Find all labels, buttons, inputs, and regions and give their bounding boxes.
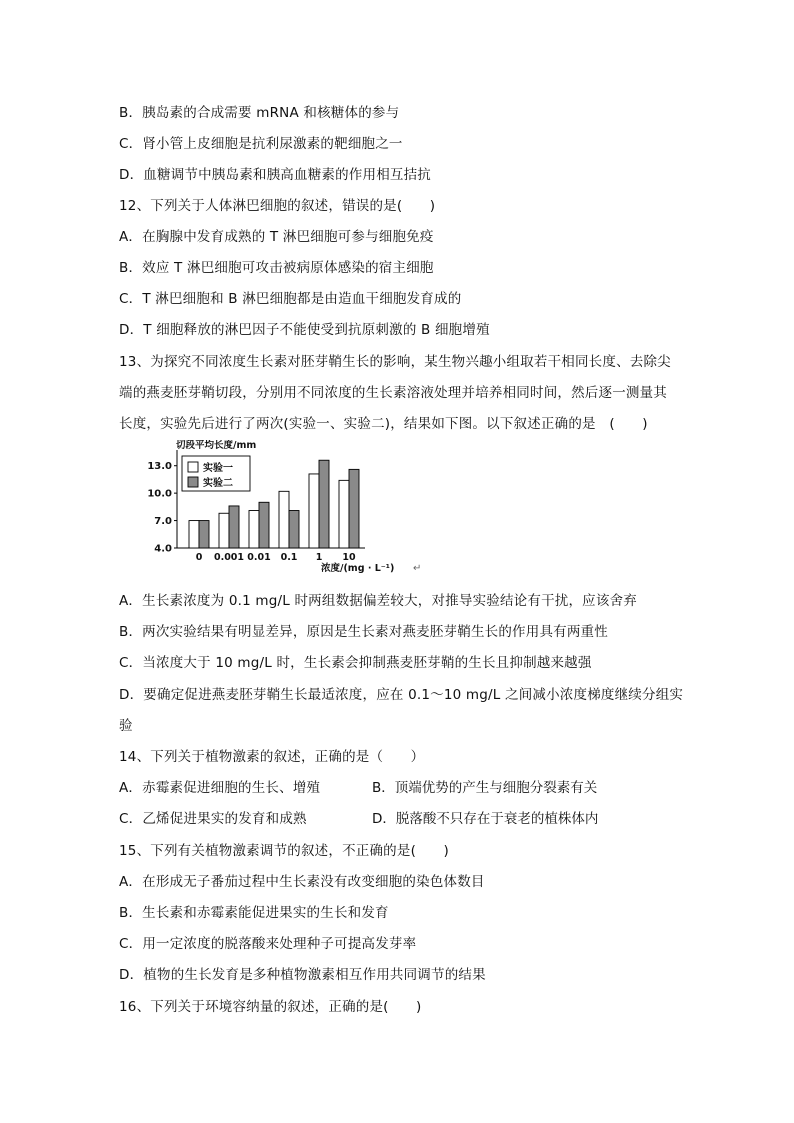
option-a-q13: A．生长素浓度为 0.1 mg/L 时两组数据偏差较大，对推导实验结论有干扰，应该舍弃 [119,593,637,609]
bar-exp1 [339,480,349,548]
option-d-q13-cont: 验 [119,718,133,734]
x-tick-label: 1 [315,552,323,563]
option-a-q14: A．赤霉素促进细胞的生长、增殖 [119,780,321,796]
option-d-q11: D．血糖调节中胰岛素和胰高血糖素的作用相互拮抗 [119,167,431,183]
bar-exp2 [289,511,299,548]
question-16: 16、下列关于环境容纳量的叙述，正确的是( ) [119,999,422,1015]
question-14: 14、下列关于植物激素的叙述，正确的是（ ） [119,749,425,765]
question-15: 15、下列有关植物激素调节的叙述，不正确的是( ) [119,843,449,859]
legend [182,456,250,491]
y-tick-label: 7.0 [154,516,172,528]
option-a-q15: A．在形成无子番茄过程中生长素没有改变细胞的染色体数目 [119,874,485,890]
option-c-q12: C．T 淋巴细胞和 B 淋巴细胞都是由造血干细胞发育成的 [119,291,462,307]
x-tick-label: 0.1 [280,552,298,563]
option-b-q11: B．胰岛素的合成需要 mRNA 和核糖体的参与 [119,105,400,121]
bar-exp2 [349,469,359,548]
option-d-q12: D．T 细胞释放的淋巴因子不能使受到抗原刺激的 B 细胞增殖 [119,322,490,338]
bar-exp1 [279,491,289,548]
bar-chart [140,440,430,575]
bar-exp1 [309,474,319,548]
legend-label: 实验一 [203,463,233,474]
bar-exp1 [189,521,199,548]
bar-exp2 [199,521,209,548]
question-13-line3: 长度，实验先后进行了两次(实验一、实验二)，结果如下图。以下叙述正确的是 ( ) [119,416,648,432]
y-tick-label: 10.0 [147,488,172,500]
option-a-q12: A．在胸腺中发育成熟的 T 淋巴细胞可参与细胞免疫 [119,229,434,245]
x-axis-label: 浓度/(mg · L⁻¹) [321,563,395,574]
y-tick-label: 13.0 [147,461,172,473]
bar-exp1 [219,513,229,548]
y-axis-label: 切段平均长度/mm [176,440,257,451]
option-b-q15: B．生长素和赤霉素能促进果实的生长和发育 [119,905,389,921]
option-c-q11: C．肾小管上皮细胞是抗利尿激素的靶细胞之一 [119,136,403,152]
legend-label: 实验二 [203,478,233,489]
option-c-q14: C．乙烯促进果实的发育和成熟 [119,811,307,827]
question-12: 12、下列关于人体淋巴细胞的叙述，错误的是( ) [119,198,436,214]
x-tick-label: 10 [342,552,356,563]
option-b-q13: B．两次实验结果有明显差异，原因是生长素对燕麦胚芽鞘生长的作用具有两重性 [119,624,608,640]
y-tick-label: 4.0 [154,543,172,555]
bar-exp2 [229,506,239,548]
return-mark: ↵ [413,563,422,574]
option-b-q14: B．顶端优势的产生与细胞分裂素有关 [372,780,598,796]
x-tick-label: 0 [195,552,203,563]
bar-exp2 [259,502,269,548]
legend-swatch [188,477,198,487]
bar-exp1 [249,511,259,548]
bar-exp2 [319,460,329,548]
x-tick-label: 0.001 [213,552,245,563]
option-d-q14: D．脱落酸不只存在于衰老的植株体内 [372,811,599,827]
question-13-line1: 13、为探究不同浓度生长素对胚芽鞘生长的影响，某生物兴趣小组取若干相同长度、去除尖 [119,354,671,370]
question-13-line2: 端的燕麦胚芽鞘切段，分别用不同浓度的生长素溶液处理并培养相同时间，然后逐一测量其 [119,385,667,401]
option-b-q12: B．效应 T 淋巴细胞可攻击被病原体感染的宿主细胞 [119,260,434,276]
option-c-q15: C．用一定浓度的脱落酸来处理种子可提高发芽率 [119,936,417,952]
option-c-q13: C．当浓度大于 10 mg/L 时，生长素会抑制燕麦胚芽鞘的生长且抑制越来越强 [119,655,592,671]
x-tick-label: 0.01 [247,552,271,563]
legend-swatch [188,462,198,472]
option-d-q15: D．植物的生长发育是多种植物激素相互作用共同调节的结果 [119,967,486,983]
option-d-q13: D．要确定促进燕麦胚芽鞘生长最适浓度，应在 0.1～10 mg/L 之间减小浓度梯度继续分组实 [119,687,684,703]
